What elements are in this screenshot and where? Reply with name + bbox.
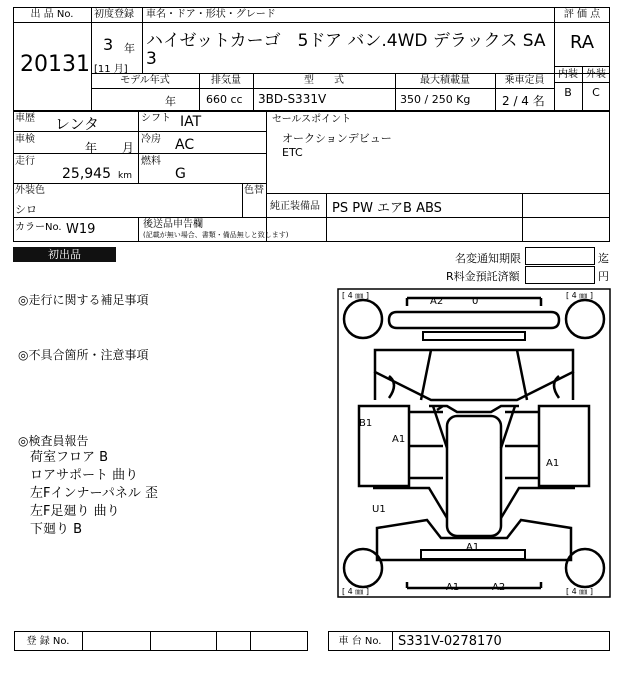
mileage-label: 走行	[15, 156, 35, 167]
inspector-item: 左Fインナーパネル 歪	[30, 486, 158, 501]
history: レンタ	[55, 115, 100, 133]
equipment: PS PW エアB ABS	[332, 201, 442, 216]
first-listing-badge: 初出品	[13, 247, 116, 262]
inspection-label: 車検	[15, 134, 35, 145]
driving-notes-title: ◎走行に関する補足事項	[18, 293, 149, 307]
model-year-unit: 年	[165, 95, 176, 108]
fuel-label: 燃料	[141, 156, 161, 167]
exterior-score: C	[592, 86, 600, 99]
lot-no-label: 出 品 No.	[30, 9, 74, 20]
color-no: W19	[66, 222, 96, 237]
tire-depth-rear-left: [ 4 ㎜ ]	[342, 587, 369, 596]
inspector-item: 下廻り B	[30, 522, 83, 537]
damage-mark: B1	[359, 418, 373, 429]
tire-depth-front-right: [ 4 ㎜ ]	[566, 291, 593, 300]
damage-mark: 0	[472, 296, 479, 307]
defects-title: ◎不具合箇所・注意事項	[18, 348, 149, 362]
car-name-label: 車名・ドア・形状・グレード	[146, 9, 276, 20]
lot-no: 20131	[20, 52, 90, 77]
exterior-label: 外装	[586, 69, 606, 80]
max-load: 350 / 250 Kg	[400, 93, 471, 106]
exterior-color: シロ	[15, 203, 37, 216]
damage-mark: A1	[546, 458, 560, 469]
car-name: ハイゼットカーゴ 5ドア バン.4WD デラックス SA	[146, 31, 546, 51]
damage-mark: A1	[446, 582, 460, 593]
inspection-year: 年	[85, 141, 98, 155]
overall-score: RA	[569, 32, 595, 53]
registration-no-label: 登 録 No.	[26, 636, 70, 647]
sales-point-label: セールスポイント	[272, 114, 352, 125]
sales-point-1: オークションデビュー	[282, 132, 392, 145]
chassis-no-label: 車 台 No.	[338, 636, 382, 647]
model-label: 型 式	[304, 75, 344, 86]
damage-mark: A1	[392, 434, 406, 445]
color-no-label: カラーNo.	[15, 222, 62, 233]
chassis-no: S331V-0278170	[398, 634, 502, 649]
inspector-item: 左F足廻り 曲り	[30, 504, 120, 519]
damage-mark: U1	[372, 504, 386, 515]
displacement: 660 cc	[206, 93, 243, 106]
first-registration-year: 3	[103, 35, 114, 54]
recycle-field	[525, 266, 595, 284]
damage-mark: A2	[430, 296, 444, 307]
first-registration-label: 初度登録	[94, 9, 134, 20]
damage-mark: A2	[492, 582, 506, 593]
postsale-note: (記載が無い場合、書類・備品無しと致します)	[143, 231, 289, 239]
recycle-unit: 円	[598, 270, 609, 283]
interior-label: 内装	[558, 69, 578, 80]
displacement-label: 排気量	[211, 75, 241, 86]
score-label: 評 価 点	[563, 9, 601, 20]
equipment-label: 純正装備品	[270, 201, 320, 212]
name-change-unit: 迄	[598, 252, 609, 265]
mileage: 25,945	[62, 166, 111, 182]
color-change-label: 色替	[244, 185, 264, 196]
first-registration-month: [11 月]	[94, 64, 128, 75]
history-label: 車歴	[15, 113, 35, 124]
inspector-item: ロアサポート 曲り	[30, 468, 139, 483]
exterior-color-label: 外装色	[15, 185, 45, 196]
name-change-field	[525, 247, 595, 265]
inspector-report-title: ◎検査員報告	[18, 434, 89, 448]
shift: IAT	[180, 114, 202, 130]
capacity: 2 / 4 名	[502, 94, 545, 108]
tire-depth-rear-right: [ 4 ㎜ ]	[566, 587, 593, 596]
recycle-label: R料金預託済額	[446, 270, 520, 283]
max-load-label: 最大積載量	[420, 75, 470, 86]
tire-depth-front-left: [ 4 ㎜ ]	[342, 291, 369, 300]
model-code: 3BD-S331V	[258, 92, 327, 106]
inspection-month: 月	[122, 141, 135, 155]
postsale-label: 後送品申告欄	[143, 219, 203, 230]
car-name-line2: 3	[146, 49, 157, 69]
model-year-label: モデル年式	[120, 75, 170, 86]
inspector-item: 荷室フロア B	[30, 450, 109, 465]
interior-score: B	[564, 86, 572, 99]
fuel: G	[175, 166, 186, 182]
damage-mark: A1	[466, 542, 480, 553]
mileage-unit: km	[118, 171, 132, 181]
year-unit: 年	[124, 42, 135, 55]
ac: AC	[175, 137, 195, 153]
sales-point-2: ETC	[282, 146, 303, 159]
capacity-label: 乗車定員	[504, 75, 545, 86]
name-change-label: 名変通知期限	[455, 252, 521, 265]
shift-label: シフト	[141, 113, 171, 124]
ac-label: 冷房	[141, 134, 161, 145]
